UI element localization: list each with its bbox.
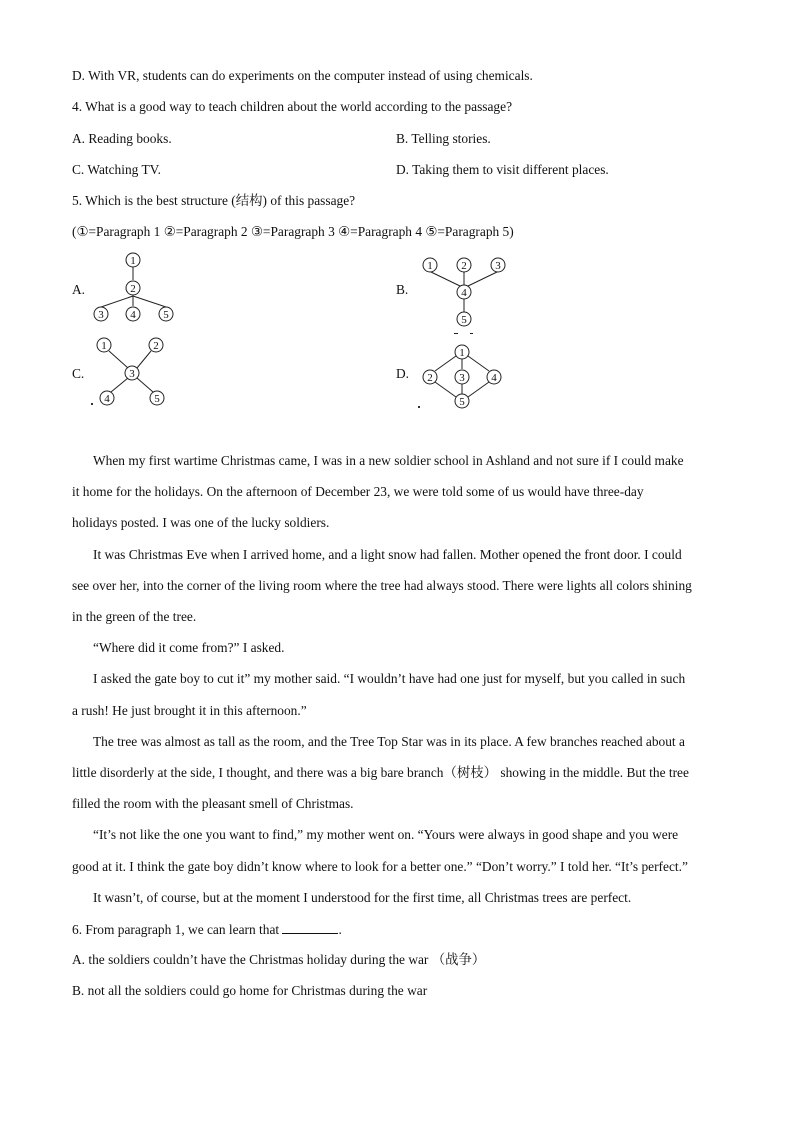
q5-option-c-label: C. [72,366,85,381]
diagram-d-node-5: 5 [459,396,465,408]
structure-diagram-a [86,250,186,326]
q4-option-a: A. Reading books. [72,131,172,146]
structure-diagram-c [88,334,178,410]
diagram-c-node-2: 2 [153,340,159,352]
passage-line: holidays posted. I was one of the lucky soldiers. [72,515,330,530]
q6-stem [72,921,342,938]
q4-option-d: D. Taking them to visit different places. [396,162,609,177]
passage-line: in the green of the tree. [72,609,197,624]
passage-line: a rush! He just brought it in this afternoon.” [72,703,307,718]
diagram-a-node-4: 4 [130,309,136,321]
diagram-a-node-1: 1 [130,255,136,267]
diagram-a-node-3: 3 [98,309,104,321]
q6-stem-text: 6. From paragraph 1, we can learn that [72,922,280,937]
passage-line: little disorderly at the side, I thought, and there was a big bare branch（树枝） showing in the middle. But the tree [72,765,689,780]
passage-line: I asked the gate boy to cut it” my mother said. “I wouldn’t have had one just for myself, but you called in such [93,671,686,686]
q4-option-b: B. Telling stories. [396,131,491,146]
diagram-d-node-2: 2 [427,372,433,384]
q6-option-b: B. not all the soldiers could go home for Christmas during the war [72,983,428,998]
diagram-c-node-4: 4 [104,393,110,405]
q5-option-b-label: B. [396,282,409,297]
diagram-d-node-3: 3 [459,372,465,384]
passage-line: When my first wartime Christmas came, I was in a new soldier school in Ashland and not sure if I could make [93,453,684,468]
diagram-b-node-2: 2 [461,260,467,272]
passage-line: It was Christmas Eve when I arrived home, and a light snow had fallen. Mother opened the front door. I could [93,547,682,562]
passage-line: it home for the holidays. On the afternoon of December 23, we were told some of us would have three-day [72,484,644,499]
diagram-b-node-1: 1 [427,260,433,272]
diagram-a-node-5: 5 [163,309,169,321]
passage-line: It wasn’t, of course, but at the moment I understood for the first time, all Christmas trees are perfect. [93,890,632,905]
q5-option-d-label: D. [396,366,410,381]
passage-line: “Where did it come from?” I asked. [93,640,285,655]
diagram-b-node-5: 5 [461,314,467,326]
q6-option-a: A. the soldiers couldn’t have the Christmas holiday during the war （战争） [72,952,486,967]
q6-stem-end: . [338,922,342,937]
diagram-d-node-4: 4 [491,372,497,384]
q5-option-a-label: A. [72,282,86,297]
diagram-c-node-5: 5 [154,393,160,405]
passage-line: see over her, into the corner of the living room where the tree had always stood. There were lights all colors shining [72,578,692,593]
passage-line: The tree was almost as tall as the room, and the Tree Top Star was in its place. A few branches reached about a [93,734,685,749]
passage-line: “It’s not like the one you want to find,” my mother went on. “Yours were always in good shape and you were [93,827,679,842]
q5-key: (①=Paragraph 1 ②=Paragraph 2 ③=Paragraph 3 ④=Paragraph 4 ⑤=Paragraph 5) [72,224,514,239]
diagram-c-node-3: 3 [129,368,135,380]
q4-option-c: C. Watching TV. [72,162,161,177]
structure-diagram-b [416,254,516,338]
passage-line: good at it. I think the gate boy didn’t know where to look for a better one.” “Don’t worry.” I told her. “It’s perfect.” [72,859,688,874]
q6-answer-blank[interactable] [282,921,338,934]
q3-option-d: D. With VR, students can do experiments on the computer instead of using chemicals. [72,68,533,83]
q5-stem: 5. Which is the best structure (结构) of this passage? [72,193,356,208]
structure-diagram-d [412,340,512,412]
diagram-b-node-4: 4 [461,287,467,299]
diagram-b-node-3: 3 [495,260,501,272]
diagram-c-node-1: 1 [101,340,107,352]
passage-line: filled the room with the pleasant smell of Christmas. [72,796,354,811]
diagram-a-node-2: 2 [130,283,136,295]
q4-stem: 4. What is a good way to teach children about the world according to the passage? [72,99,513,114]
diagram-d-node-1: 1 [459,347,465,359]
